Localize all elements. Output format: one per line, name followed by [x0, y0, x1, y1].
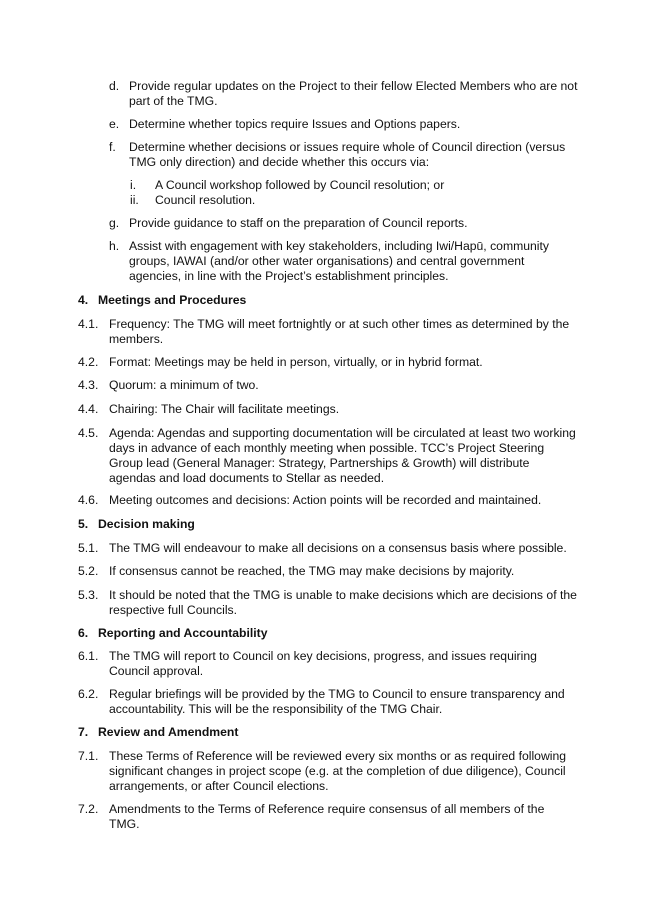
list-item-ii [130, 193, 560, 208]
item-text-line: arrangements, or after Council elections. [109, 779, 329, 793]
section-heading [78, 626, 268, 641]
item-text-line: respective full Councils. [109, 603, 238, 617]
item-number: 5.2. [78, 564, 99, 578]
list-text-line: TMG only direction) and decide whether this occurs via: [129, 155, 430, 169]
list-label: d. [109, 79, 120, 93]
list-item-h [109, 239, 579, 284]
item-number: 4.3. [78, 378, 99, 392]
list-label: i. [130, 178, 137, 192]
numbered-item [78, 541, 578, 556]
item-text-line: Amendments to the Terms of Reference require consensus of all members of the [109, 802, 545, 816]
item-text-line: Regular briefings will be provided by the TMG to Council to ensure transparency and [109, 687, 565, 701]
list-item-d [109, 79, 579, 109]
list-text-line: A Council workshop followed by Council resolution; or [155, 178, 445, 192]
list-text-line: Council resolution. [155, 193, 256, 207]
list-text-line: Determine whether decisions or issues require whole of Council direction (versus [129, 140, 566, 154]
item-number: 6.1. [78, 649, 99, 663]
item-text-line: Frequency: The TMG will meet fortnightly or at such other times as determined by the [109, 317, 570, 331]
numbered-item [78, 378, 578, 393]
numbered-item [78, 426, 578, 486]
list-label: ii. [130, 193, 139, 207]
item-number: 6.2. [78, 687, 99, 701]
section-heading [78, 517, 195, 532]
item-text-line: agendas and load documents to Stellar as needed. [109, 471, 385, 485]
item-text-line: Format: Meetings may be held in person, virtually, or in hybrid format. [109, 355, 483, 369]
list-item-g [109, 216, 579, 231]
list-text-line: Provide regular updates on the Project to their fellow Elected Members who are not [129, 79, 578, 93]
list-text-line: Assist with engagement with key stakeholders, including Iwi/Hapū, community [129, 239, 549, 253]
item-number: 4.2. [78, 355, 99, 369]
item-text-line: TMG. [109, 817, 140, 831]
list-label: f. [109, 140, 116, 154]
section-title: Meetings and Procedures [98, 293, 247, 307]
item-number: 4.1. [78, 317, 99, 331]
item-text-line: Chairing: The Chair will facilitate meetings. [109, 402, 340, 416]
section-heading [78, 725, 238, 740]
section-number: 6. [78, 626, 89, 640]
item-number: 5.1. [78, 541, 99, 555]
numbered-item [78, 564, 578, 579]
numbered-item [78, 649, 578, 679]
section-title: Reporting and Accountability [98, 626, 268, 640]
item-text-line: If consensus cannot be reached, the TMG may make decisions by majority. [109, 564, 515, 578]
list-item-f [109, 140, 579, 170]
list-label: g. [109, 216, 120, 230]
item-number: 7.1. [78, 749, 99, 763]
item-text-line: It should be noted that the TMG is unable to make decisions which are decisions of the [109, 588, 577, 602]
item-number: 7.2. [78, 802, 99, 816]
item-text-line: Quorum: a minimum of two. [109, 378, 259, 392]
section-number: 5. [78, 517, 89, 531]
list-text-line: groups, IAWAI (and/or other water organisations) and central government [129, 254, 525, 268]
item-text-line: Council approval. [109, 664, 204, 678]
list-text-line: Determine whether topics require Issues and Options papers. [129, 117, 461, 131]
numbered-item [78, 355, 578, 370]
item-text-line: Meeting outcomes and decisions: Action points will be recorded and maintained. [109, 493, 542, 507]
numbered-item [78, 749, 578, 794]
numbered-item [78, 588, 578, 618]
list-label: h. [109, 239, 120, 253]
list-label: e. [109, 117, 120, 131]
numbered-item [78, 687, 578, 717]
list-text-line: part of the TMG. [129, 94, 218, 108]
section-number: 7. [78, 725, 89, 739]
item-text-line: significant changes in project scope (e.g. at the completion of due diligence), Council [109, 764, 566, 778]
item-text-line: These Terms of Reference will be reviewed every six months or as required following [109, 749, 567, 763]
item-text-line: Agenda: Agendas and supporting documentation will be circulated at least two working [109, 426, 576, 440]
list-item-e [109, 117, 579, 132]
item-text-line: Group lead (General Manager: Strategy, Partnerships & Growth) will distribute [109, 456, 530, 470]
item-number: 5.3. [78, 588, 99, 602]
list-item-i [130, 178, 560, 193]
section-heading [78, 293, 246, 308]
item-text-line: days in advance of each monthly meeting when possible. TCC’s Project Steering [109, 441, 545, 455]
item-number: 4.6. [78, 493, 99, 507]
item-number: 4.4. [78, 402, 99, 416]
numbered-item [78, 802, 578, 832]
item-text-line: The TMG will report to Council on key decisions, progress, and issues requiring [109, 649, 537, 663]
numbered-item [78, 402, 578, 417]
item-text-line: members. [109, 332, 164, 346]
item-number: 4.5. [78, 426, 99, 440]
item-text-line: accountability. This will be the responsibility of the TMG Chair. [109, 702, 443, 716]
section-number: 4. [78, 293, 89, 307]
list-text-line: Provide guidance to staff on the preparation of Council reports. [129, 216, 468, 230]
item-text-line: The TMG will endeavour to make all decisions on a consensus basis where possible. [109, 541, 567, 555]
numbered-item [78, 493, 578, 508]
numbered-item [78, 317, 578, 347]
section-title: Decision making [98, 517, 195, 531]
section-title: Review and Amendment [98, 725, 239, 739]
list-text-line: agencies, in line with the Project’s establishment principles. [129, 269, 449, 283]
